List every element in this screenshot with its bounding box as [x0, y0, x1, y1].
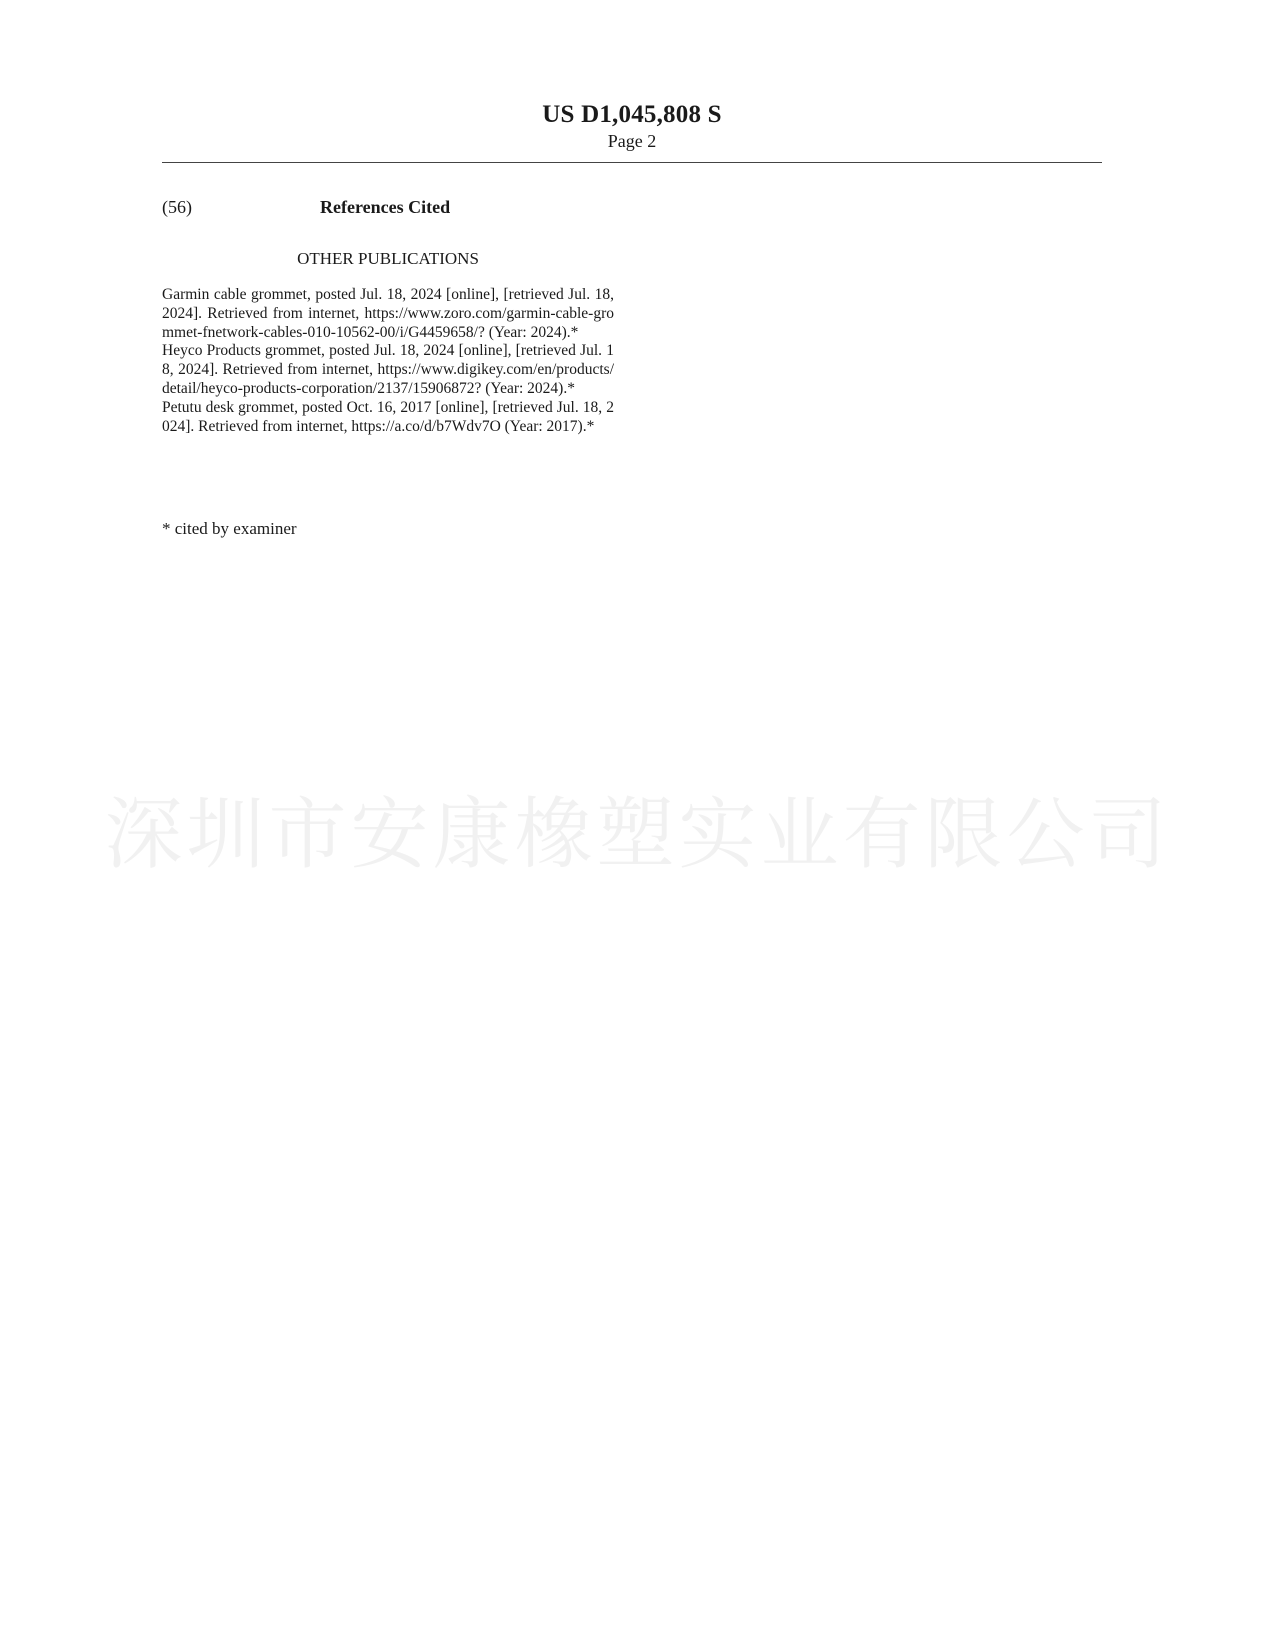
section-number: (56)	[162, 197, 192, 217]
header-divider	[162, 162, 1102, 163]
section-title: References Cited	[320, 197, 451, 217]
patent-number: US D1,045,808 S	[542, 101, 722, 128]
page-header	[162, 100, 1102, 152]
reference-item-garmin: Garmin cable grommet, posted Jul. 18, 2024 [online], [retrieved Jul. 18, 2024]. Retrieved from internet, https://www.zoro.com/garmin-cable-grommet-fnetwork-cables-010-10562-00/i/G4459658/? (Year: 2024).*	[162, 286, 614, 341]
company-watermark: 深圳市安康橡塑实业有限公司	[104, 790, 1171, 880]
other-publications-heading: OTHER PUBLICATIONS	[297, 249, 479, 268]
reference-list	[162, 286, 614, 436]
cited-by-examiner-note: * cited by examiner	[162, 519, 297, 538]
reference-item-petutu: Petutu desk grommet, posted Oct. 16, 2017 [online], [retrieved Jul. 18, 2024]. Retrieved from internet, https://a.co/d/b7Wdv7O (Year: 2017).*	[162, 398, 614, 435]
references-cited-heading	[162, 195, 622, 219]
reference-item-heyco: Heyco Products grommet, posted Jul. 18, 2024 [online], [retrieved Jul. 18, 2024]. Retrieved from internet, https://www.digikey.com/en/products/detail/heyco-products-corporation/2137/15906872? (Year: 2024).*	[162, 342, 614, 397]
page-number: Page 2	[607, 131, 657, 151]
